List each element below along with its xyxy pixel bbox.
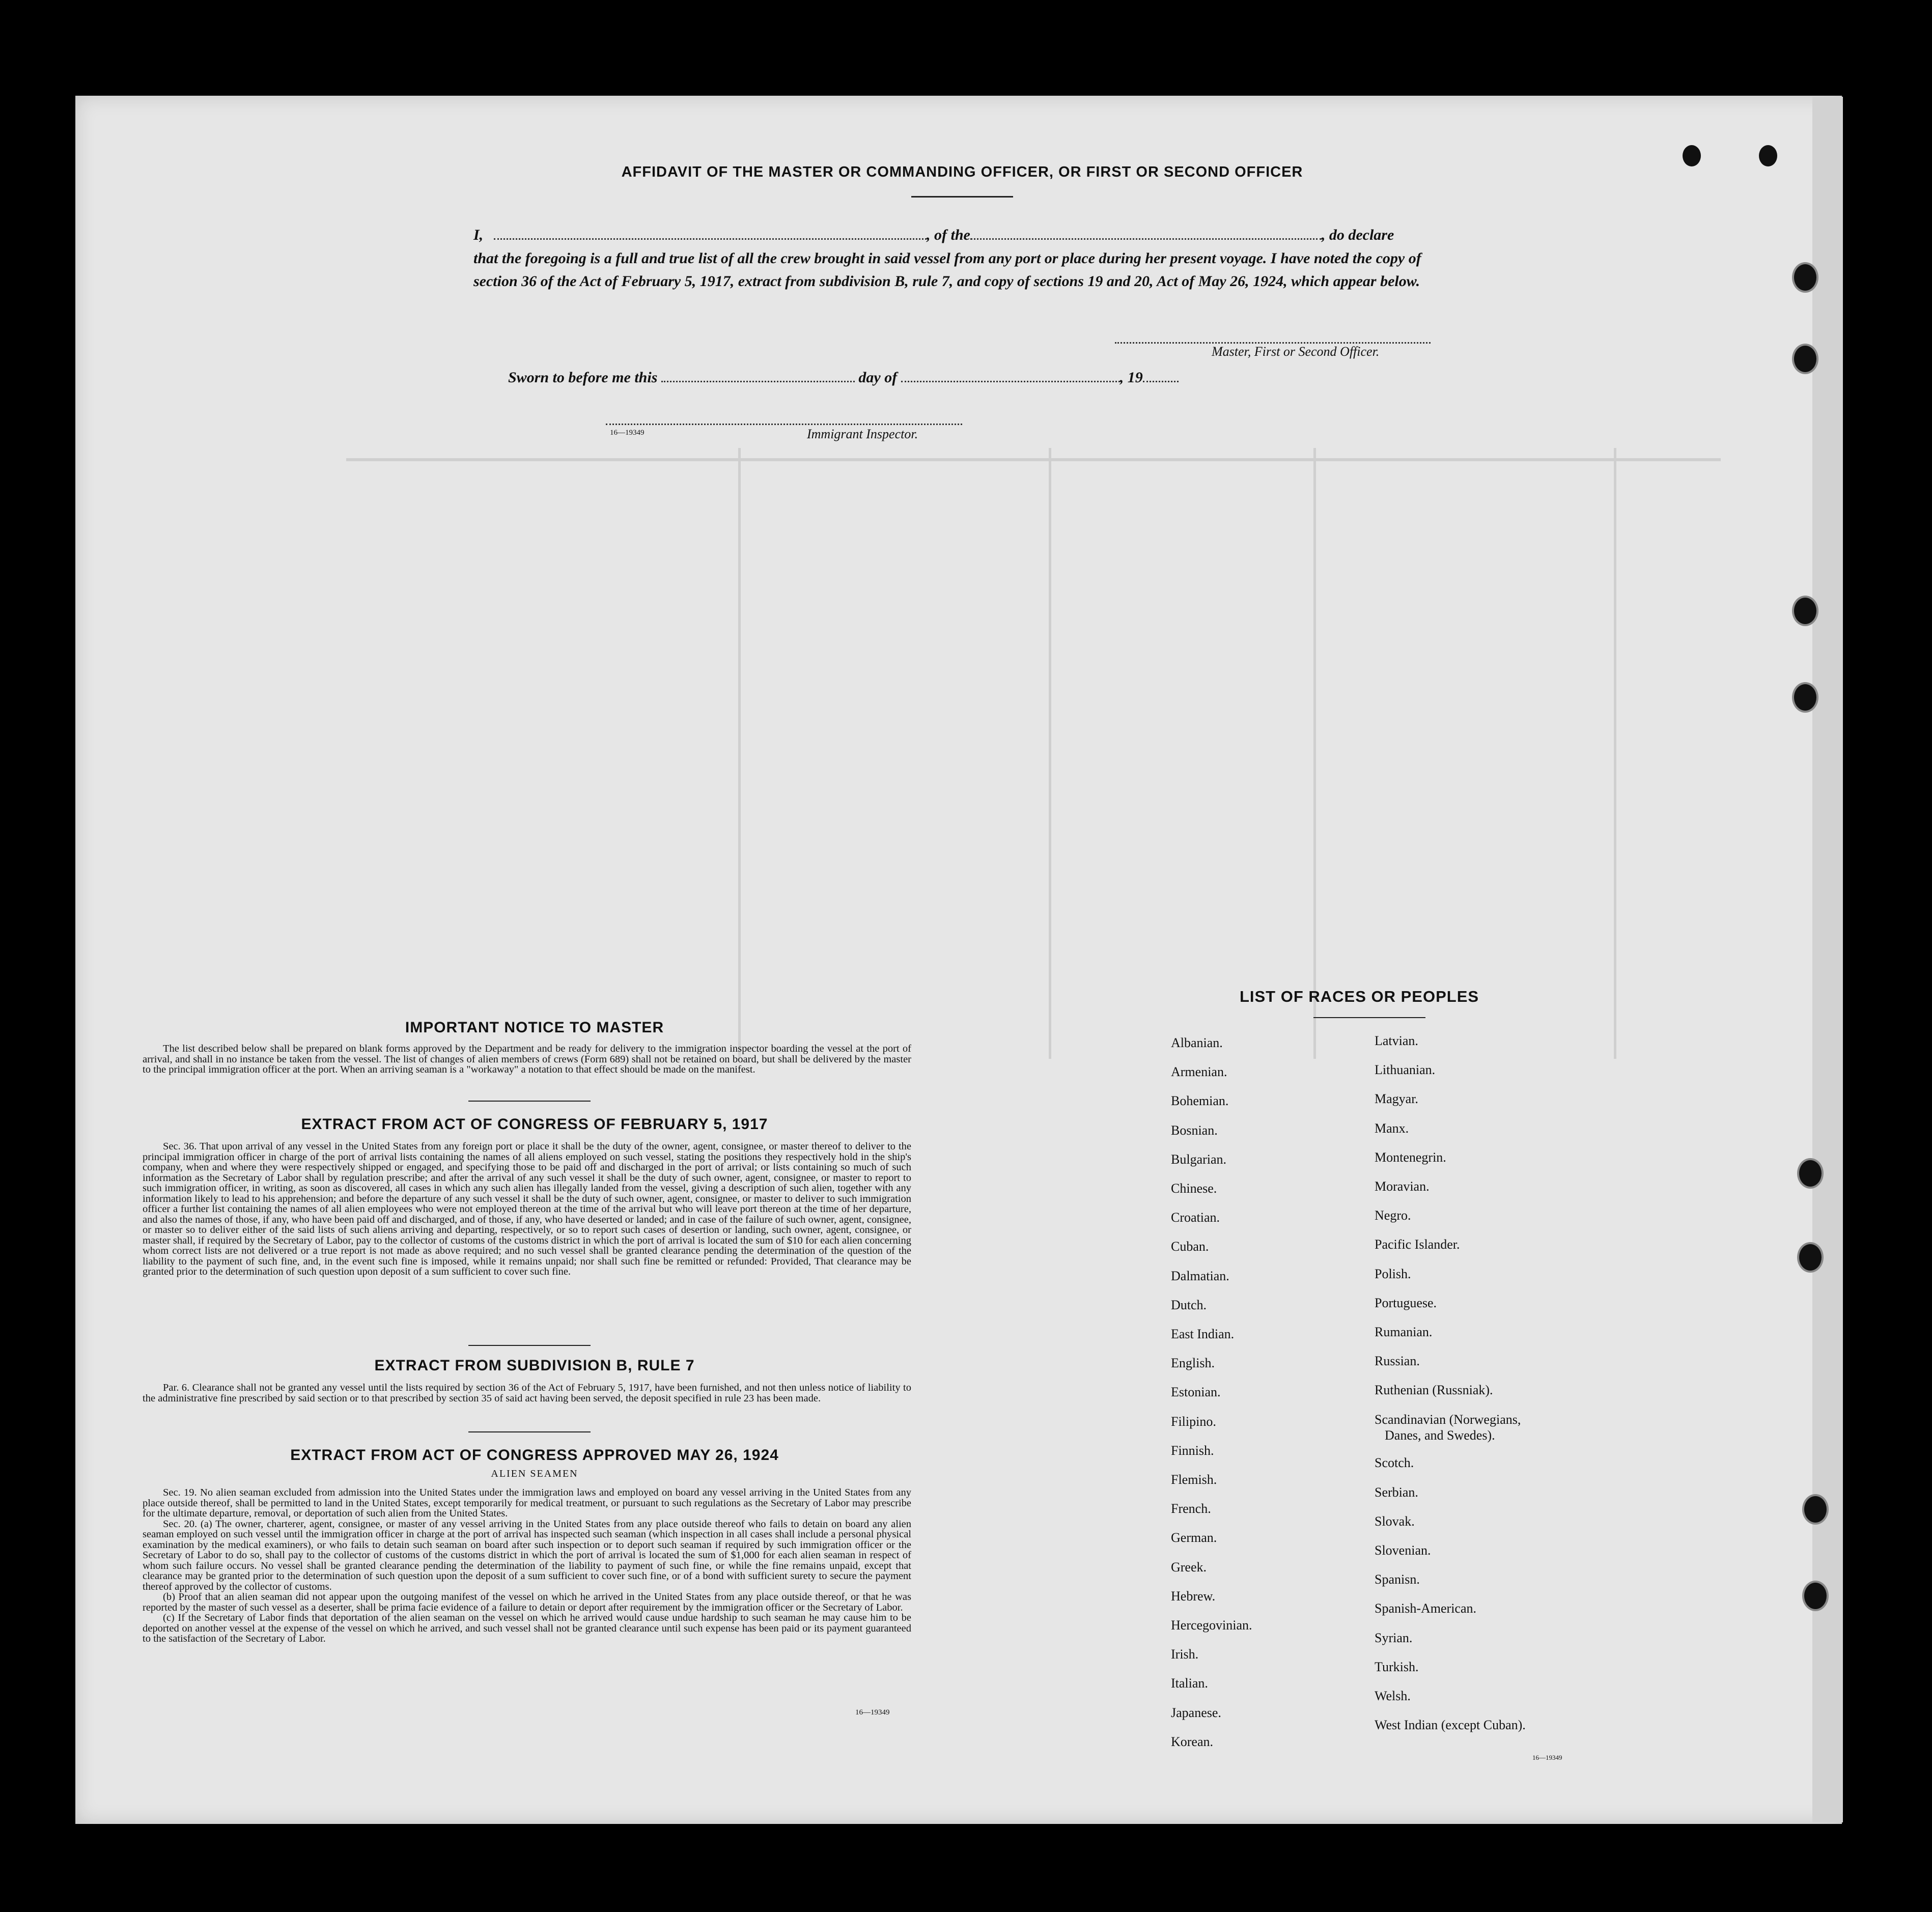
extract-1924-heading: EXTRACT FROM ACT OF CONGRESS APPROVED MAY 26, 1924 (290, 1447, 779, 1464)
race-item: Finnish. (1171, 1443, 1214, 1458)
races-form-number: 16—19349 (1532, 1754, 1562, 1761)
punch-hole (1802, 1581, 1829, 1611)
race-item: Manx. (1375, 1120, 1409, 1136)
race-item: Negro. (1375, 1208, 1411, 1223)
race-item: Ruthenian (Russniak). (1375, 1383, 1493, 1398)
race-item: Bosnian. (1171, 1122, 1218, 1138)
race-item: Turkish. (1375, 1659, 1419, 1674)
bleed-rule (1049, 448, 1051, 1059)
race-item: Portuguese. (1375, 1295, 1437, 1310)
race-item: French. (1171, 1501, 1211, 1516)
extract-1924-text (143, 1487, 911, 1644)
races-rule (1313, 1017, 1425, 1018)
punch-hole (1797, 1158, 1824, 1189)
race-item: Greek. (1171, 1559, 1207, 1574)
race-item: Polish. (1375, 1266, 1411, 1281)
section-rule (468, 1101, 591, 1102)
declare-label: , do declare (1321, 227, 1394, 243)
affidavit-form-number: 16—19349 (610, 429, 645, 437)
sec20b-text: (b) Proof that an alien seaman did not appear upon the outgoing manifest of the vessel on which he arrived in the United States from any place outside thereof, or that he was reported by the master of such vessel as a deserter, shall be prima facie evidence of a failure to detain or deport after requirement by the immigration officer or the Secretary of Labor. (143, 1591, 911, 1613)
sworn-month-field[interactable] (901, 381, 1120, 382)
race-item: Rumanian. (1375, 1325, 1433, 1339)
ink-blot (1759, 145, 1777, 166)
race-item: Flemish. (1171, 1472, 1217, 1487)
rule7-text: Par. 6. Clearance shall not be granted any vessel until the lists required by section 36 of the Act of February 5, 1917, have been furnished, and not then unless notice of liability to the administrative fine prescribed by said section or to that prescribed by section 35 of said act having been served, the deposit specified in rule 23 has been made. (143, 1382, 911, 1404)
bleed-rule (738, 448, 741, 1059)
inspector-caption: Immigrant Inspector. (807, 427, 918, 441)
ink-blot (1683, 145, 1701, 166)
race-item: Magyar. (1375, 1091, 1418, 1107)
race-item: Latvian. (1375, 1033, 1418, 1048)
race-item: Slovak. (1375, 1513, 1415, 1529)
alien-seamen-subheading: ALIEN SEAMEN (491, 1468, 578, 1479)
race-item: Russian. (1375, 1354, 1420, 1369)
race-item: Scotch. (1375, 1455, 1414, 1471)
sworn-day-field[interactable] (661, 381, 855, 382)
affidavit-body: that the foregoing is a full and true list of all the crew brought in said vessel from any port or place during her present voyage. I have noted the copy of section 36 of the Act of February 5, 1917, extract from subdivision B, rule 7, and copy of sections 19 and 20, Act of May 26, 1924, which appear below. (473, 250, 1421, 290)
race-item: Pacific Islander. (1375, 1237, 1460, 1252)
race-item: Moravian. (1375, 1179, 1430, 1194)
bleed-rule (1614, 448, 1616, 1059)
sec20c-text: (c) If the Secretary of Labor finds that deportation of the alien seaman on the vessel on which he arrived would cause undue hardship to such seaman he may cause him to be deported on another vessel at the expense of the vessel on which he arrived, and such vessel shall not be granted clearance until such expense has been paid or its payment guaranteed to the satisfaction of the Secretary of Labor. (143, 1612, 911, 1644)
race-item: Albanian. (1171, 1035, 1223, 1050)
section-rule (468, 1431, 591, 1432)
extract-1917-text: Sec. 36. That upon arrival of any vessel in the United States from any foreign port or place it shall be the duty of the owner, agent, consignee, or master thereof to deliver to the principal immigration officer in charge of the port of arrival lists containing the names of all aliens employed on such vessel, stating the positions they respectively hold in the ship's company, when and where they were respectively shipped or engaged, and specifying those to be paid off and discharged in the port of arrival; or lists containing so much of such information as the Secretary of Labor shall by regulation prescribe; and after the arrival of any such vessel it shall be the duty of such owner, agent, consignee, or master to report to such immigration officer, in writing, as soon as discovered, all cases in which any such alien has illegally landed from the vessel, giving a description of such alien, together with any information likely to lead to his apprehension; and before the departure of any such vessel it shall be the duty of such owner, agent, consignee, or master to deliver to such immigration officer a further list containing the names of all alien employees who were not employed thereon at the time of the arrival but who will leave port thereon at the time of her departure, and also the names of those, if any, who have been paid off and discharged, and of those, if any, who have deserted or landed; and in case of the failure of such owner, agent, consignee, or master so to deliver either of the said lists of such aliens arriving and departing, respectively, or so to report such cases of desertion or landing, such owner, agent, consignee, or master shall, if required by the Secretary of Labor, pay to the collector of customs of the customs district in which the port of arrival is located the sum of $10 for each alien concerning whom correct lists are not delivered or a true report is not made as above required; and no such vessel shall be granted clearance pending the determination of the question of the liability to the payment of such fine, and, in the event such fine is imposed, while it remains unpaid; nor shall such fine be remitted or refunded: Provided, That clearance may be granted prior to the determination of such question upon deposit of a sum sufficient to cover such fine. (143, 1141, 911, 1277)
race-item: Japanese. (1171, 1705, 1221, 1720)
punch-hole (1802, 1494, 1829, 1525)
race-item: Croatian. (1171, 1210, 1220, 1225)
race-item: Lithuanian. (1375, 1062, 1436, 1078)
race-item: Serbian. (1375, 1484, 1418, 1500)
race-item: Dutch. (1171, 1297, 1207, 1312)
race-item: Danes, and Swedes). (1385, 1428, 1495, 1443)
sec19-text: Sec. 19. No alien seaman excluded from admission into the United States under the immigration laws and employed on board any vessel arriving in the United States from any place outside thereof, shall be permitted to land in the United States, except temporarily for medical treatment, or pursuant to such regulations as the Secretary of Labor may prescribe for the ultimate departure, removal, or deportation of such alien from the United States. (143, 1487, 911, 1519)
vessel-name-field[interactable] (970, 238, 1322, 240)
race-item: English. (1171, 1356, 1215, 1371)
sworn-line (508, 369, 1179, 386)
declarant-name-field[interactable] (494, 238, 927, 240)
punch-hole (1792, 262, 1818, 293)
race-item: Dalmatian. (1171, 1268, 1229, 1283)
sworn-year-field[interactable] (1143, 381, 1179, 382)
extract-form-number: 16—19349 (855, 1708, 890, 1717)
punch-hole (1797, 1242, 1824, 1273)
punch-hole (1792, 596, 1818, 626)
inspector-signature-field[interactable] (606, 424, 962, 425)
race-item: Estonian. (1171, 1385, 1221, 1400)
race-item: Korean. (1171, 1734, 1214, 1749)
bleed-rule (346, 458, 1721, 461)
bleed-rule (1313, 448, 1316, 1059)
race-item: Spanisn. (1375, 1572, 1420, 1587)
race-item: Welsh. (1375, 1689, 1411, 1703)
race-item: Spanish-American. (1375, 1601, 1477, 1616)
sworn-year: , 19 (1119, 369, 1143, 386)
race-item: Syrian. (1375, 1630, 1413, 1645)
race-item: Cuban. (1171, 1239, 1209, 1254)
race-item: Armenian. (1171, 1064, 1227, 1080)
of-the-label: , of the (927, 227, 970, 243)
signature-caption: Master, First or Second Officer. (1212, 344, 1380, 359)
race-item: German. (1171, 1530, 1217, 1545)
affidavit-title: AFFIDAVIT OF THE MASTER OR COMMANDING OFFICER, OR FIRST OR SECOND OFFICER (621, 164, 1303, 180)
race-item: Irish. (1171, 1647, 1199, 1662)
race-item: Italian. (1171, 1676, 1208, 1691)
sec20a-text: Sec. 20. (a) The owner, charterer, agent, consignee, or master of any vessel arriving in the United States from any place outside thereof who fails to detain on board any alien seaman employed on such vessel until the immigration officer in charge at the port of arrival has inspected such seaman (which inspection in all cases shall include a personal physical examination by the medical examiners), or who fails to detain such seaman on board after such inspection or to deport such seaman if required by such immigration officer or the Secretary of Labor to do so, shall pay to the collector of customs of the customs district in which the port of arrival is located the sum of $1,000 for each alien seaman in respect of whom such failure occurs. No vessel shall be granted clearance pending the determination of the liability to payment of such fine, or while the fine remains unpaid, except that clearance may be granted prior to the determination of such question upon the deposit of a sum sufficient to cover such fine, or of a bond with sufficient surety to secure the payment thereof approved by the collector of customs. (143, 1518, 911, 1592)
punch-hole (1792, 682, 1818, 713)
notice-heading: IMPORTANT NOTICE TO MASTER (405, 1019, 664, 1036)
notice-text: The list described below shall be prepared on blank forms approved by the Department and be ready for delivery to the immigration inspector boarding the vessel at the port of arrival, and shall in no instance be taken from the vessel. The list of changes of alien members of crews (Form 689) shall not be retained on board, but shall be delivered by the master to the principal immigration officer at the port. When an arriving seaman is a "workaway" a notation to that effect should be made on the manifest. (143, 1043, 911, 1075)
race-item: Hebrew. (1171, 1588, 1216, 1604)
section-rule (468, 1345, 591, 1346)
sworn-prefix: Sworn to before me this (508, 369, 658, 386)
declarant-prefix: I, (473, 227, 484, 243)
race-item: East Indian. (1171, 1327, 1235, 1341)
sworn-day-of: day of (858, 369, 898, 386)
race-item: Chinese. (1171, 1181, 1217, 1196)
title-rule (911, 196, 1013, 198)
signature-field[interactable] (1115, 342, 1431, 344)
race-item: Montenegrin. (1375, 1149, 1446, 1165)
race-item: Bohemian. (1171, 1093, 1229, 1109)
declaration-line (473, 227, 1394, 244)
rule7-heading: EXTRACT FROM SUBDIVISION B, RULE 7 (374, 1357, 695, 1374)
race-item: Slovenian. (1375, 1543, 1431, 1558)
race-item: Hercegovinian. (1171, 1618, 1252, 1633)
race-item: Scandinavian (Norwegians, (1375, 1412, 1521, 1427)
race-item: Filipino. (1171, 1414, 1216, 1429)
extract-1917-heading: EXTRACT FROM ACT OF CONGRESS OF FEBRUARY 5, 1917 (301, 1116, 768, 1133)
race-item: Bulgarian. (1171, 1151, 1227, 1167)
race-item: West Indian (except Cuban). (1375, 1718, 1526, 1733)
punch-hole (1792, 344, 1818, 374)
races-title: LIST OF RACES OR PEOPLES (1239, 988, 1479, 1005)
